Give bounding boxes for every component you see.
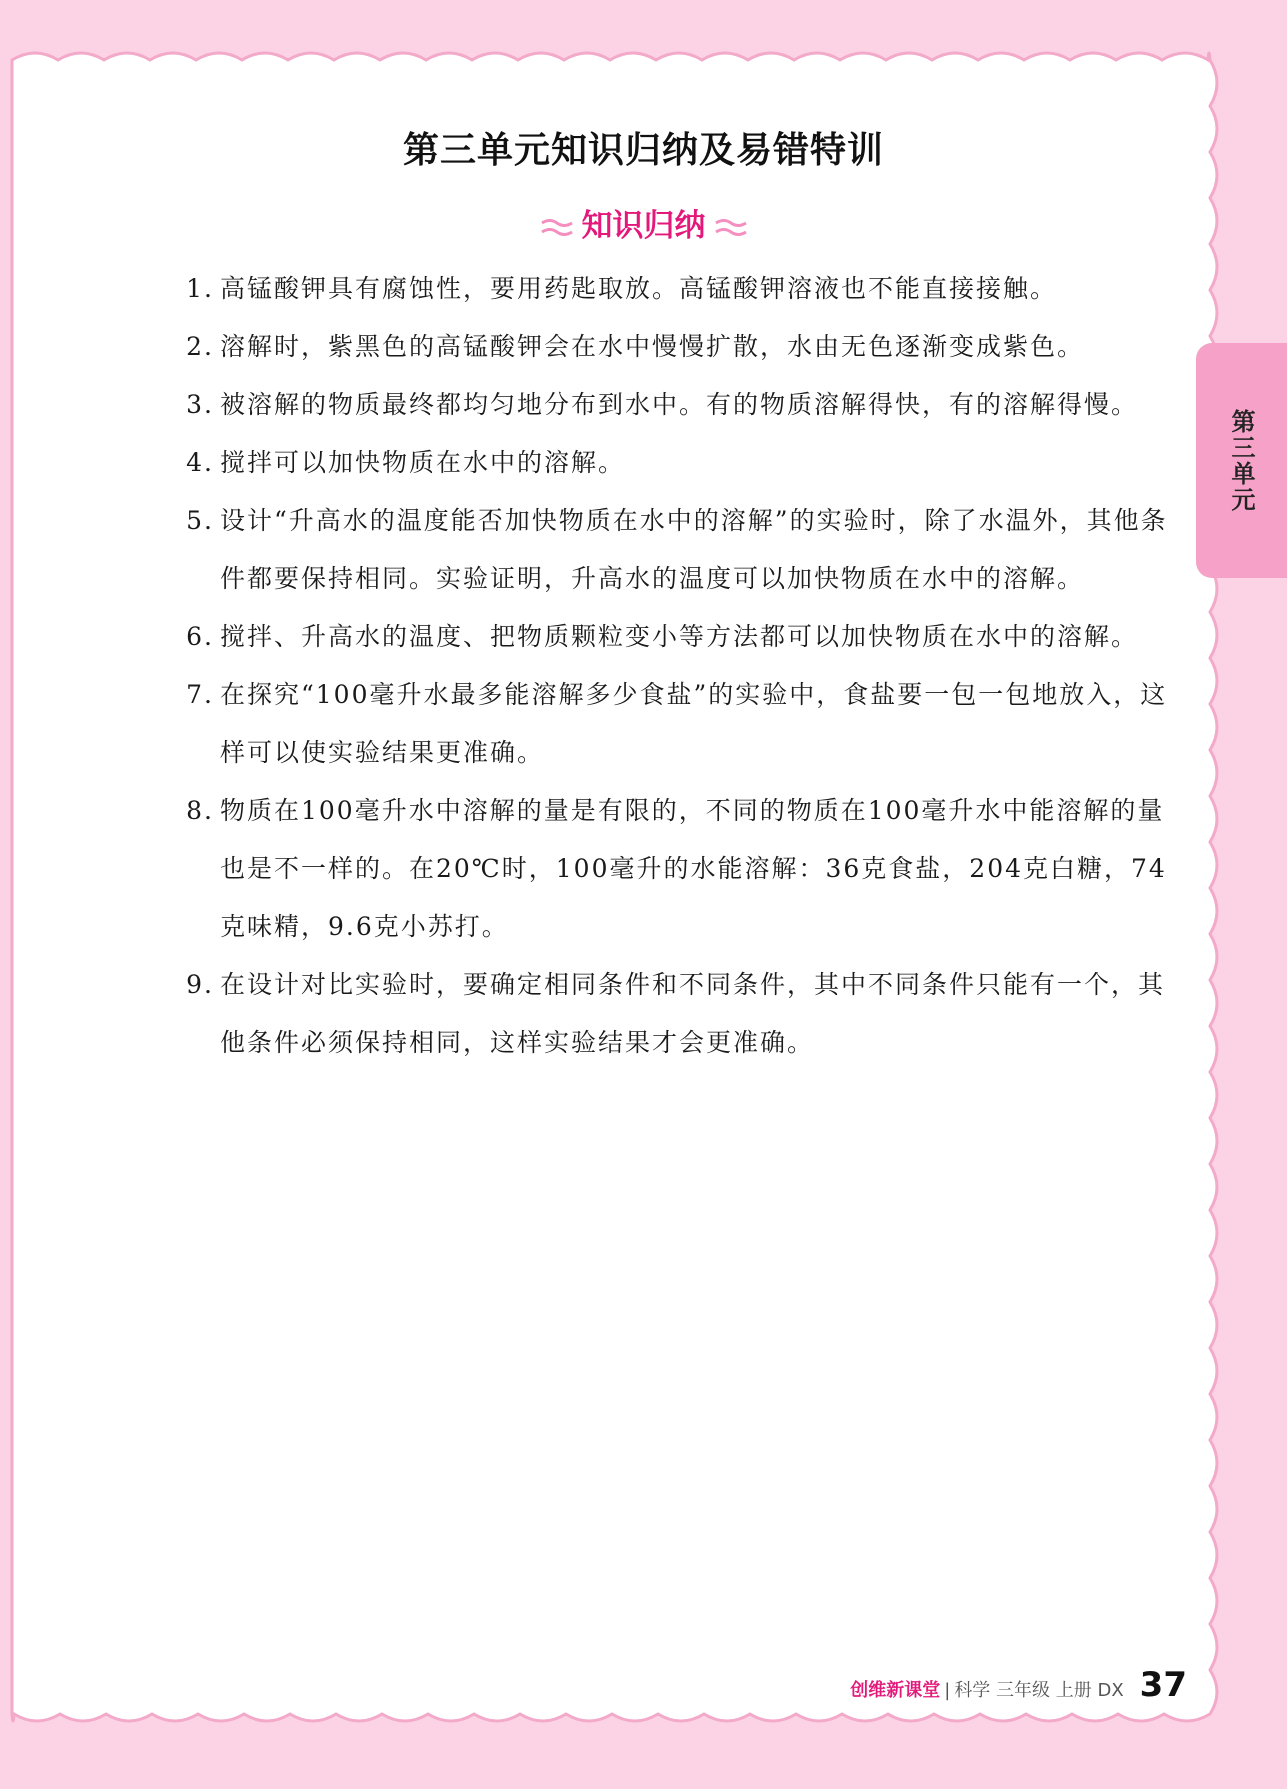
list-item	[170, 956, 1170, 1072]
item-text: 搅拌可以加快物质在水中的溶解。	[220, 448, 626, 477]
list-item	[170, 376, 1170, 434]
item-number: 9.	[186, 970, 214, 999]
item-text: 高锰酸钾具有腐蚀性，要用药匙取放。高锰酸钾溶液也不能直接接触。	[220, 274, 1058, 303]
list-item	[170, 492, 1170, 608]
item-number: 3.	[186, 390, 214, 419]
unit-side-tab	[1196, 343, 1287, 578]
list-item	[170, 608, 1170, 666]
wave-decoration-right-icon	[714, 217, 748, 239]
item-text: 在探究“100毫升水最多能溶解多少食盐”的实验中，食盐要一包一包地放入，这样可以使实验结果更准确。	[220, 680, 1168, 767]
footer-separator: |	[944, 1680, 951, 1701]
footer-book-info: 科学 三年级 上册 DX	[954, 1680, 1124, 1701]
wave-decoration-left-icon	[540, 217, 574, 239]
item-text: 设计“升高水的温度能否加快物质在水中的溶解”的实验时，除了水温外，其他条件都要保持相同。实验证明，升高水的温度可以加快物质在水中的溶解。	[220, 506, 1168, 593]
knowledge-list	[170, 260, 1170, 1072]
list-item	[170, 260, 1170, 318]
list-item	[170, 782, 1170, 956]
item-number: 6.	[186, 622, 214, 651]
item-text: 被溶解的物质最终都均匀地分布到水中。有的物质溶解得快，有的溶解得慢。	[220, 390, 1139, 419]
item-number: 7.	[186, 680, 214, 709]
item-text: 在设计对比实验时，要确定相同条件和不同条件，其中不同条件只能有一个，其他条件必须保持相同，这样实验结果才会更准确。	[220, 970, 1166, 1057]
item-text: 搅拌、升高水的温度、把物质颗粒变小等方法都可以加快物质在水中的溶解。	[220, 622, 1139, 651]
list-item	[170, 666, 1170, 782]
section-heading	[0, 200, 1287, 245]
item-number: 8.	[186, 796, 214, 825]
list-item	[170, 318, 1170, 376]
footer-brand: 创维新课堂	[850, 1680, 941, 1701]
item-text: 溶解时，紫黑色的高锰酸钾会在水中慢慢扩散，水由无色逐渐变成紫色。	[220, 332, 1085, 361]
page-number: 37	[1139, 1665, 1187, 1705]
item-number: 1.	[186, 274, 214, 303]
section-heading-label: 知识归纳	[581, 208, 706, 244]
page-title: 第三单元知识归纳及易错特训	[402, 130, 884, 171]
item-number: 4.	[186, 448, 214, 477]
item-text: 物质在100毫升水中溶解的量是有限的，不同的物质在100毫升水中能溶解的量也是不一样的。在20℃时，100毫升的水能溶解：36克食盐，204克白糖，74克味精，9.6克小苏打。	[220, 796, 1167, 941]
page-footer	[850, 1665, 1187, 1705]
unit-side-tab-label: 第三单元	[1227, 408, 1255, 513]
list-item	[170, 434, 1170, 492]
item-number: 2.	[186, 332, 214, 361]
item-number: 5.	[186, 506, 214, 535]
